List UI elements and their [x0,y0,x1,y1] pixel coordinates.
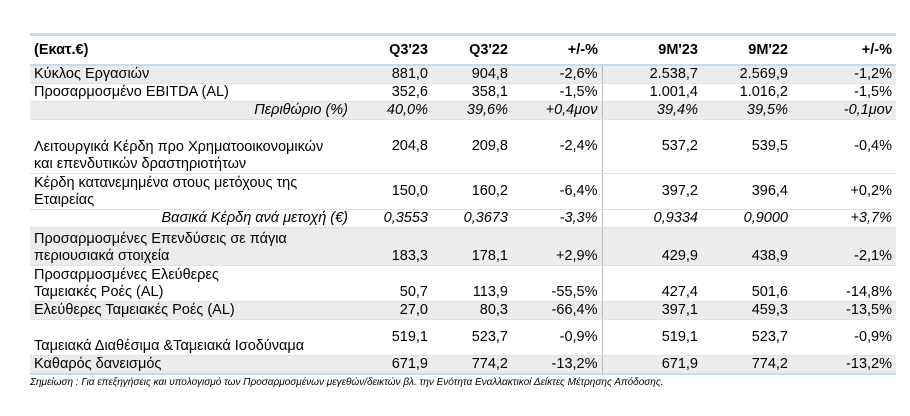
row-label: Περιθώριο (%) [30,102,352,120]
row-label: Λειτουργικά Κέρδη προ Χρηματοοικονομικών και επενδυτικών δραστηριοτήτων [30,120,352,174]
header-9m-22: 9M'22 [702,36,792,65]
cell-q3-23: 27,0 [352,302,432,320]
cell-q3-22: 523,7 [432,320,512,356]
cell-q3-23: 0,3553 [352,210,432,228]
row-adjusted-ebitda [30,84,896,102]
cell-9m-change: -0,1μον [792,102,896,120]
cell-q-change: +0,4μον [512,102,602,120]
cell-q3-23: 183,3 [352,228,432,266]
row-net-profit [30,174,896,210]
cell-q-change: -2,6% [512,65,602,84]
cell-q3-22: 358,1 [432,84,512,102]
cell-9m-23: 0,9334 [602,210,702,228]
cell-q3-22: 113,9 [432,266,512,302]
header-9m-23: 9M'23 [602,36,702,65]
cell-q3-22: 178,1 [432,228,512,266]
cell-9m-22: 539,5 [702,120,792,174]
row-cash [30,320,896,356]
cell-9m-change: -0,4% [792,120,896,174]
financial-results-panel [30,33,896,388]
cell-q3-22: 80,3 [432,302,512,320]
row-label: Καθαρός δανεισμός [30,356,352,375]
cell-9m-22: 2.569,9 [702,65,792,84]
cell-q-change: -55,5% [512,266,602,302]
cell-q3-23: 150,0 [352,174,432,210]
cell-9m-22: 0,9000 [702,210,792,228]
cell-9m-22: 39,5% [702,102,792,120]
header-q-change: +/-% [512,36,602,65]
row-label: Προσαρμοσμένο EBITDA (AL) [30,84,352,102]
cell-9m-change: -2,1% [792,228,896,266]
cell-q-change: -13,2% [512,356,602,375]
cell-q-change: -66,4% [512,302,602,320]
row-operating-profit [30,120,896,174]
row-label: Προσαρμοσμένες Ελεύθερες Ταμειακές Ροές (AL) [30,266,352,302]
cell-q-change: -2,4% [512,120,602,174]
row-label: Ελεύθερες Ταμειακές Ροές (AL) [30,302,352,320]
cell-q3-22: 774,2 [432,356,512,375]
header-q3-22: Q3'22 [432,36,512,65]
header-9m-change: +/-% [792,36,896,65]
cell-q3-23: 881,0 [352,65,432,84]
row-label: Προσαρμοσμένες Επενδύσεις σε πάγια περιουσιακά στοιχεία [30,228,352,266]
cell-q3-23: 671,9 [352,356,432,375]
cell-9m-22: 1.016,2 [702,84,792,102]
footnote: Σημείωση : Για επεξηγήσεις και υπολογισμό των Προσαρμοσμένων μεγεθών/δεικτών βλ. την Ενότητα Εναλλακτικοί Δείκτες Μέτρησης Απόδοσης. [30,377,664,388]
row-revenue [30,65,896,84]
cell-q-change: -1,5% [512,84,602,102]
cell-q3-23: 40,0% [352,102,432,120]
financial-results-table [30,36,896,375]
row-net-debt [30,356,896,375]
row-adjusted-fcf [30,266,896,302]
header-q3-23: Q3'23 [352,36,432,65]
cell-9m-22: 523,7 [702,320,792,356]
cell-q3-23: 204,8 [352,120,432,174]
row-fcf [30,302,896,320]
cell-9m-23: 1.001,4 [602,84,702,102]
row-eps [30,210,896,228]
cell-9m-23: 519,1 [602,320,702,356]
row-label: Ταμειακά Διαθέσιμα &Ταμειακά Ισοδύναμα [30,320,352,356]
cell-9m-22: 396,4 [702,174,792,210]
table-header-row [30,36,896,65]
cell-9m-change: -13,5% [792,302,896,320]
cell-9m-23: 537,2 [602,120,702,174]
cell-q-change: +2,9% [512,228,602,266]
cell-q3-22: 0,3673 [432,210,512,228]
cell-q-change: -6,4% [512,174,602,210]
cell-q-change: -3,3% [512,210,602,228]
cell-9m-22: 774,2 [702,356,792,375]
cell-9m-change: +3,7% [792,210,896,228]
cell-q-change: -0,9% [512,320,602,356]
cell-9m-change: -14,8% [792,266,896,302]
cell-q3-22: 904,8 [432,65,512,84]
cell-9m-change: -0,9% [792,320,896,356]
cell-9m-22: 459,3 [702,302,792,320]
row-label: Κέρδη κατανεμημένα στους μετόχους της Εταιρείας [30,174,352,210]
cell-9m-22: 438,9 [702,228,792,266]
row-label: Βασικά Κέρδη ανά μετοχή (€) [30,210,352,228]
cell-q3-22: 39,6% [432,102,512,120]
cell-9m-23: 39,4% [602,102,702,120]
cell-9m-change: +0,2% [792,174,896,210]
cell-9m-change: -1,5% [792,84,896,102]
row-label: Κύκλος Εργασιών [30,65,352,84]
cell-9m-23: 427,4 [602,266,702,302]
cell-q3-23: 519,1 [352,320,432,356]
header-units: (Εκατ.€) [30,36,352,65]
cell-9m-22: 501,6 [702,266,792,302]
row-capex [30,228,896,266]
row-margin [30,102,896,120]
cell-9m-23: 397,2 [602,174,702,210]
cell-q3-22: 160,2 [432,174,512,210]
cell-9m-23: 429,9 [602,228,702,266]
cell-9m-change: -1,2% [792,65,896,84]
cell-9m-change: -13,2% [792,356,896,375]
cell-9m-23: 397,1 [602,302,702,320]
cell-9m-23: 671,9 [602,356,702,375]
cell-q3-23: 352,6 [352,84,432,102]
cell-q3-23: 50,7 [352,266,432,302]
cell-9m-23: 2.538,7 [602,65,702,84]
cell-q3-22: 209,8 [432,120,512,174]
